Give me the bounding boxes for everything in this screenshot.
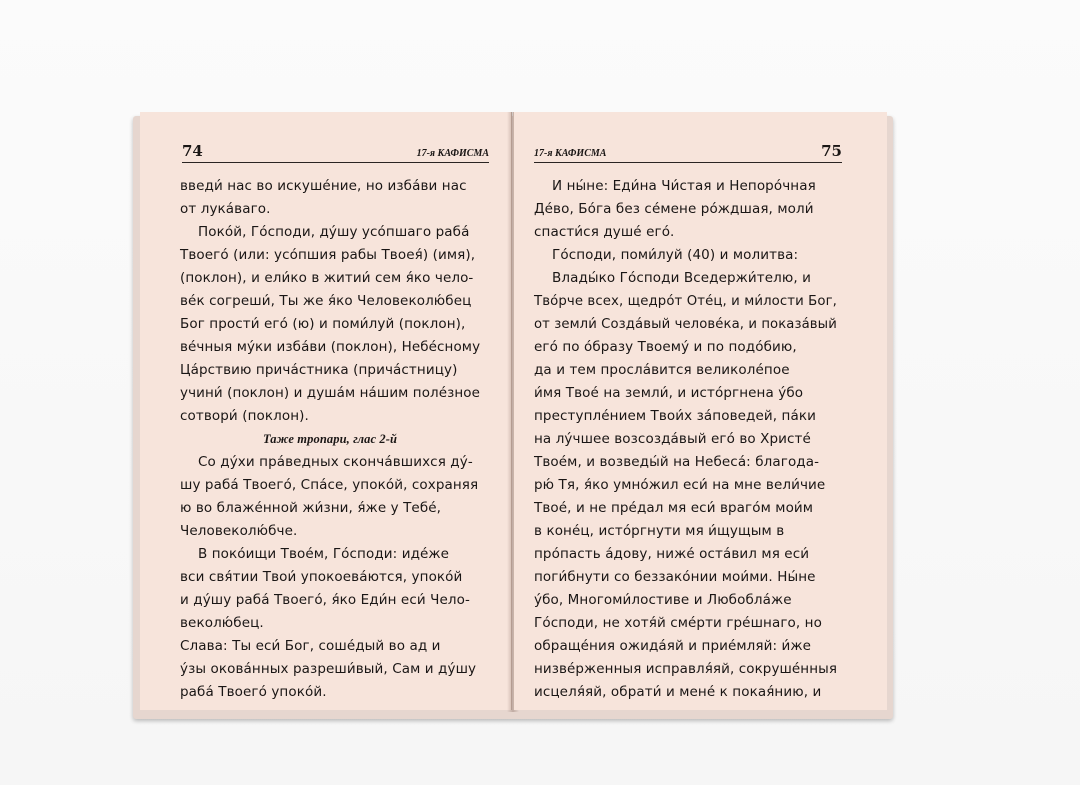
- running-head: 17-я КАФИСМА: [416, 148, 489, 159]
- text-line: Ца́рствию прича́стника (прича́стницу): [180, 362, 458, 378]
- text-line: Поко́й, Го́споди, ду́шу усо́пшаго раба́: [198, 224, 470, 240]
- text-line: (поклон), и ели́ко в житии́ сем я́ко чело-: [180, 270, 474, 286]
- text-line: и́мя Твое́ на земли́, и исто́ргнена у́бо: [534, 385, 804, 401]
- text-line: Человеколю́бче.: [180, 523, 298, 539]
- text-line: Бог прости́ его́ (ю) и поми́луй (поклон),: [180, 316, 466, 332]
- text-line: введи́ нас во искуше́ние, но изба́ви нас: [180, 178, 467, 194]
- text-line: спасти́ся душе́ его́.: [534, 224, 675, 240]
- text-line: про́пасть а́дову, ниже́ оста́вил мя еси́: [534, 546, 810, 562]
- text-line: учини́ (поклон) и душа́м на́шим поле́зное: [180, 385, 481, 401]
- text-line: И ны́не: Еди́на Чи́стая и Непоро́чная: [552, 178, 816, 194]
- text-line: Слава: Ты еси́ Бог, соше́дый во ад и: [180, 638, 441, 654]
- text-line: в коне́ц, исто́ргнути мя и́щущым в: [534, 523, 785, 539]
- text-line: вси свя́тии Твои́ упокоева́ются, упоко́й: [180, 569, 463, 585]
- page-number: 75: [821, 142, 842, 160]
- section-rubric: Таже тропари, глас 2-й: [262, 432, 398, 446]
- text-line: Тво́рче всех, щедро́т Оте́ц, и ми́лости Бог,: [534, 293, 838, 309]
- text-line: шу раба́ Твоего́, Спа́се, упоко́й, сохраняя: [180, 477, 479, 493]
- text-line: Твое́, и не пре́дал мя еси́ враго́м мои́м: [534, 500, 814, 516]
- left-page-header: [182, 142, 489, 163]
- text-line: обраще́ния ожида́яй и прие́мляй: и́же: [534, 638, 812, 654]
- text-line: Го́споди, поми́луй (40) и молитва:: [552, 247, 799, 263]
- text-line: низве́рженныя исправля́яй, сокруше́нныя: [534, 661, 838, 677]
- text-line: Де́во, Бо́га без се́мене ро́ждшая, моли́: [534, 201, 814, 217]
- left-page-text: [180, 175, 480, 704]
- right-page: [513, 112, 887, 710]
- text-line: да и тем просла́вится великоле́пое: [534, 362, 790, 378]
- text-line: поги́бнути со беззако́нии мои́ми. Ны́не: [534, 569, 816, 585]
- text-line: ве́чныя му́ки изба́ви (поклон), Небе́сному: [180, 339, 481, 355]
- text-line: ю во блаже́нной жи́зни, я́же у Тебе́,: [180, 500, 442, 516]
- left-page: [140, 112, 512, 710]
- text-line: преступле́нием Твои́х за́поведей, па́ки: [534, 408, 816, 424]
- text-line: раба́ Твоего́ упоко́й.: [180, 684, 327, 700]
- text-line: Твоего́ (или: усо́пшия рабы Твоея́) (имя),: [180, 247, 476, 263]
- text-line: от земли́ Созда́вый челове́ка, и показа́вый: [534, 316, 837, 332]
- text-line: исцеля́яй, обрати́ и мене́ к покая́нию, и: [534, 684, 822, 700]
- text-line: Го́споди, не хотя́й сме́рти гре́шнаго, но: [534, 615, 822, 631]
- running-head: 17-я КАФИСМА: [534, 148, 607, 159]
- open-book: [133, 112, 893, 717]
- text-line: на лу́чшее возсозда́вый его́ во Христе́: [534, 431, 811, 447]
- text-line: от лука́ваго.: [180, 201, 271, 217]
- text-line: и ду́шу раба́ Твоего́, я́ко Еди́н еси́ Чело-: [180, 592, 470, 608]
- text-line: сотвори́ (поклон).: [180, 408, 309, 424]
- right-page-text: [534, 175, 837, 704]
- text-line: Твое́м, и возведы́й на Небеса́: благода-: [534, 454, 820, 470]
- text-line: его́ по о́бразу Твоему́ и по подо́бию,: [534, 339, 797, 355]
- text-line: ве́к согреши́, Ты же я́ко Человеколю́бец: [180, 293, 472, 309]
- text-line: В поко́ищи Твое́м, Го́споди: иде́же: [198, 546, 450, 562]
- page-number: 74: [182, 142, 203, 160]
- text-line: у́бо, Многоми́лостиве и Любобла́же: [534, 592, 792, 608]
- text-line: Со ду́хи пра́ведных сконча́вшихся ду́-: [198, 454, 473, 470]
- text-line: у́зы окова́нных разреши́вый, Сам и ду́шу: [180, 661, 477, 677]
- text-line: веколю́бец.: [180, 615, 264, 631]
- text-line: Влады́ко Го́споди Вседержи́телю, и: [552, 270, 812, 286]
- right-page-header: [534, 142, 842, 163]
- text-line: рю́ Тя, я́ко умно́жил еси́ на мне вели́чие: [534, 477, 826, 493]
